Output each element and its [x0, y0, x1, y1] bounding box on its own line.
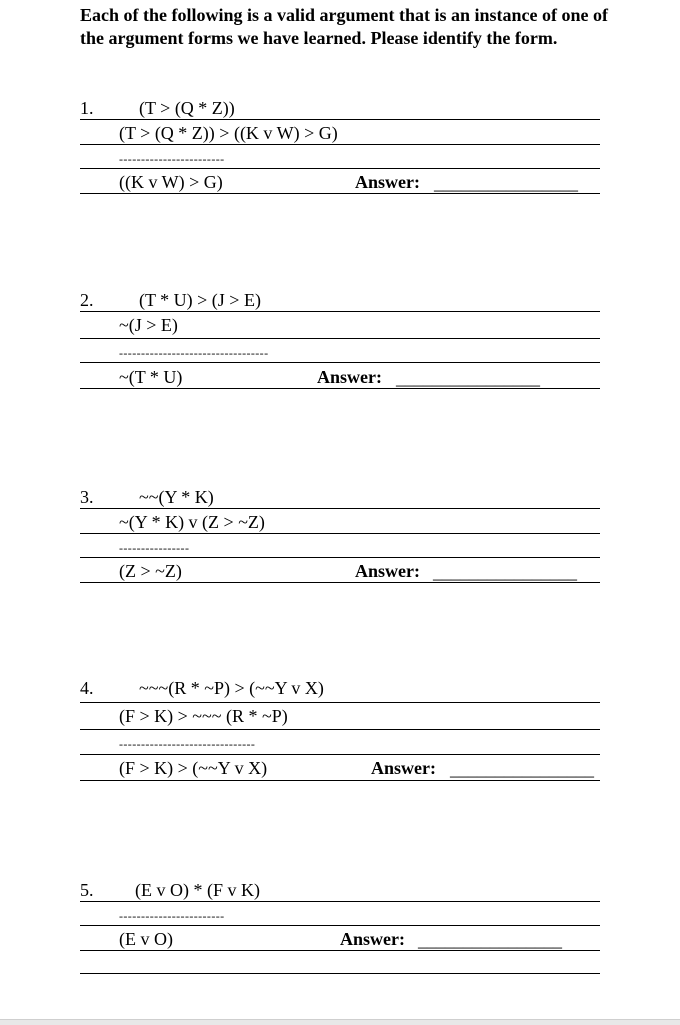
separator-line: ------------------------ [119, 152, 225, 166]
premise-1: ~~~(R * ~P) > (~~Y v X) [139, 678, 324, 698]
problem-number: 1. [80, 98, 94, 118]
problem-number: 4. [80, 678, 94, 698]
rule-line [80, 193, 600, 194]
conclusion: (E v O) [119, 929, 173, 949]
conclusion: ((K v W) > G) [119, 172, 223, 192]
problem-number: 2. [80, 290, 94, 310]
rule-line [80, 780, 600, 781]
separator-line: ------------------------ [119, 909, 225, 923]
rule-line [80, 973, 600, 974]
rule-line [80, 119, 600, 120]
rule-line [80, 533, 600, 534]
rule-line [80, 508, 600, 509]
separator-line: ---------------------------------- [119, 346, 269, 360]
page-bottom-edge [0, 1019, 680, 1025]
answer-blank[interactable]: ________________ [418, 930, 562, 950]
premise-2: ~(J > E) [119, 315, 178, 335]
answer-label: Answer: [355, 561, 420, 581]
rule-line [80, 362, 600, 363]
premise-2: (T > (Q * Z)) > ((K v W) > G) [119, 123, 338, 143]
conclusion: (Z > ~Z) [119, 561, 182, 581]
instructions: Each of the following is a valid argument that is an instance of one of the argument forms we have learned. Please identify the form. [80, 5, 609, 48]
conclusion: (F > K) > (~~Y v X) [119, 758, 268, 778]
separator-line: ---------------- [119, 541, 190, 555]
rule-line [80, 168, 600, 169]
answer-blank[interactable]: ________________ [396, 368, 540, 388]
answer-label: Answer: [340, 929, 405, 949]
problem-number: 3. [80, 487, 94, 507]
premise-2: ~(Y * K) v (Z > ~Z) [119, 512, 265, 532]
rule-line [80, 582, 600, 583]
rule-line [80, 388, 600, 389]
rule-line [80, 754, 600, 755]
answer-label: Answer: [317, 367, 382, 387]
rule-line [80, 950, 600, 951]
rule-line [80, 901, 600, 902]
rule-line [80, 338, 600, 339]
premise-1: (T > (Q * Z)) [139, 98, 235, 118]
premise-1: (T * U) > (J > E) [139, 290, 261, 310]
premise-2: (F > K) > ~~~ (R * ~P) [119, 706, 288, 726]
rule-line [80, 925, 600, 926]
answer-blank[interactable]: ________________ [434, 173, 578, 193]
answer-label: Answer: [371, 758, 436, 778]
rule-line [80, 144, 600, 145]
rule-line [80, 729, 600, 730]
rule-line [80, 702, 600, 703]
answer-blank[interactable]: ________________ [450, 759, 594, 779]
rule-line [80, 557, 600, 558]
premise-1: (E v O) * (F v K) [135, 880, 260, 900]
problem-number: 5. [80, 880, 94, 900]
rule-line [80, 311, 600, 312]
answer-label: Answer: [355, 172, 420, 192]
premise-1: ~~(Y * K) [139, 487, 214, 507]
separator-line: ------------------------------- [119, 737, 256, 751]
conclusion: ~(T * U) [119, 367, 183, 387]
answer-blank[interactable]: ________________ [433, 562, 577, 582]
